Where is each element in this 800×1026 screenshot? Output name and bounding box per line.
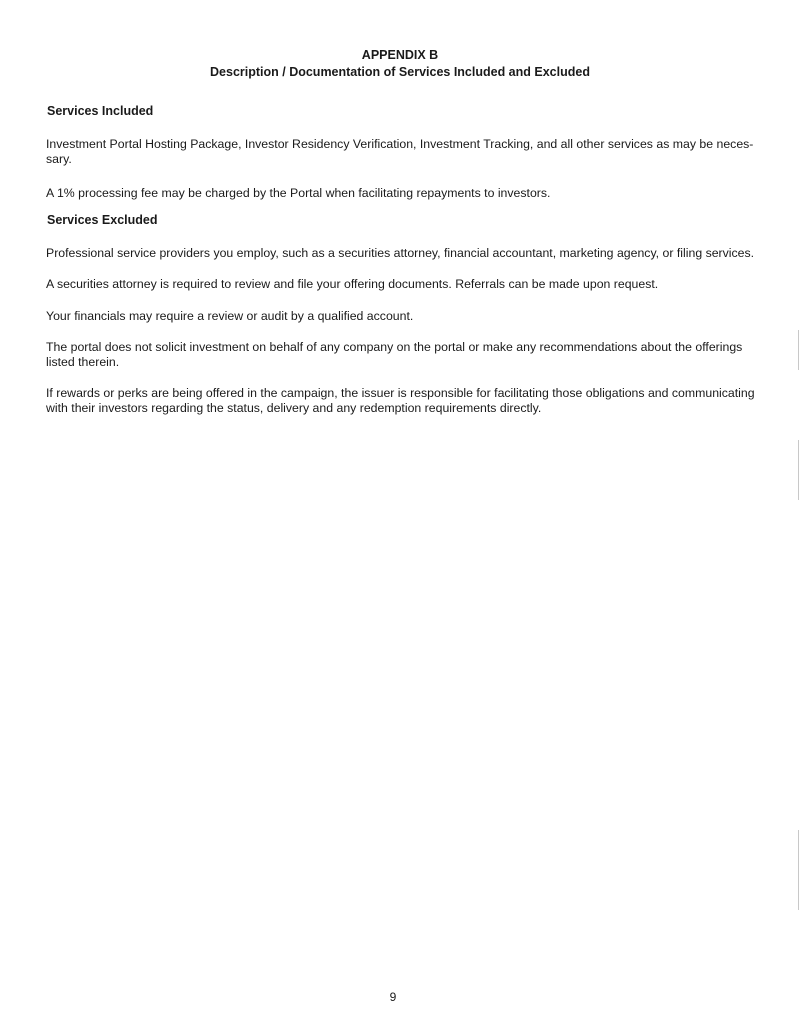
included-paragraph-2: A 1% processing fee may be charged by the Portal when facilitating repayments to investors. [46, 186, 551, 200]
appendix-subtitle: Description / Documentation of Services Included and Excluded [210, 65, 590, 79]
scan-edge-mark [798, 330, 799, 370]
excluded-paragraph-4: The portal does not solicit investment on behalf of any company on the portal or make any recommendations about the offerings listed therein. [46, 340, 743, 369]
services-excluded-heading: Services Excluded [47, 213, 158, 227]
scan-edge-mark [798, 830, 799, 910]
appendix-title: APPENDIX B [361, 48, 439, 62]
excluded-paragraph-2: A securities attorney is required to review and file your offering documents. Referrals can be made upon request. [46, 277, 659, 291]
services-included-heading: Services Included [47, 104, 154, 118]
excluded-paragraph-5: If rewards or perks are being offered in the campaign, the issuer is responsible for facilitating those obligations and communicating with their investors regarding the status, delivery and any redemption requirements directly. [46, 386, 755, 415]
excluded-paragraph-1: Professional service providers you employ, such as a securities attorney, financial accountant, marketing agency, or filing services. [46, 246, 755, 260]
included-paragraph-1: Investment Portal Hosting Package, Investor Residency Verification, Investment Tracking, and all other services as may be neces-sary. [46, 137, 754, 166]
document-header [0, 47, 800, 81]
scan-edge-mark [798, 440, 799, 500]
excluded-paragraph-3: Your financials may require a review or audit by a qualified account. [46, 309, 414, 323]
page-number: 9 [389, 990, 397, 1004]
